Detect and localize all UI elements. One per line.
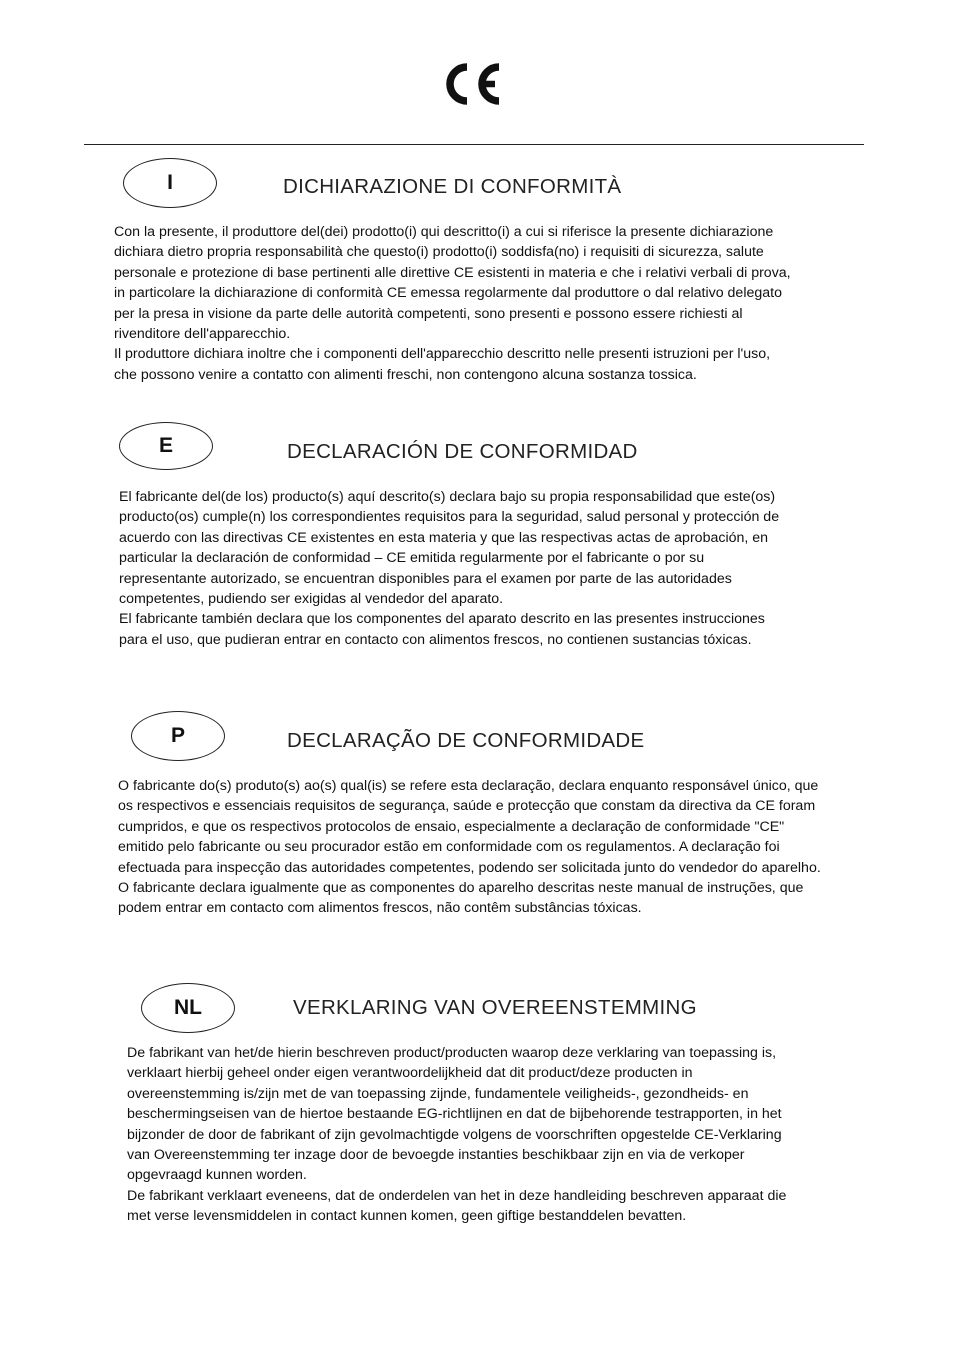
section-title-it: DICHIARAZIONE DI CONFORMITÀ xyxy=(283,175,622,198)
paragraph: De fabrikant van het/de hierin beschreven product/producten waarop deze verklaring van toepassing is, verklaart hierbij geheel onder eigen verantwoordelijkheid dat dit product/deze producten in overeenstemming is/zijn met de van toepassing zijnde, fundamentele veiligheids-, gezondheids- en beschermingseisen van de hiertoe bestaande EG-richtlijnen en dat de bijbehorende testrapporten, in het bijzonder de door de fabrikant of zijn gevolmachtigde volgens de voorschriften opgestelde CE-Verklaring van Overeenstemming ter inzage door de bevoegde instanties beschikbaar zijn en via de verkoper opgevraagd kunnen worden. xyxy=(127,1045,782,1184)
language-badge-nl: NL xyxy=(141,983,235,1033)
language-badge-es: E xyxy=(119,422,213,470)
paragraph: El fabricante también declara que los componentes del aparato descrito en las presentes instrucciones para el uso, que pudieran entrar en contacto con alimentos frescos, no contienen sustancias tóxicas. xyxy=(119,611,765,648)
header-divider xyxy=(84,144,864,145)
language-badge-it: I xyxy=(123,158,217,208)
paragraph: De fabrikant verklaart eveneens, dat de onderdelen van het in deze handleiding beschreven apparaat die met verse levensmiddelen in contact kunnen komen, geen giftige bestanddelen bevatten. xyxy=(127,1187,787,1225)
section-title-pt: DECLARAÇÃO DE CONFORMIDADE xyxy=(287,729,645,752)
section-body-pt xyxy=(118,776,823,919)
language-badge-pt: P xyxy=(131,711,225,761)
paragraph: Il produttore dichiara inoltre che i componenti dell'apparecchio descritto nelle presenti istruzioni per l'uso, che possono venire a contatto con alimenti freschi, non contengono alcuna sostanza tossica. xyxy=(114,346,771,383)
section-title-es: DECLARACIÓN DE CONFORMIDAD xyxy=(287,440,638,463)
paragraph: Con la presente, il produttore del(dei) prodotto(i) qui descritto(i) a cui si riferisce la presente dichiarazione dichiara dietro propria responsabilità che questo(i) prodotto(i) soddisfa(no) i requisiti di sicurezza, salute personale e protezione di base pertinenti alle direttive CE esistenti in materia e che i relativi verbali di prova, in particolare la dichiarazione di conformità CE emessa regolarmente dal produttore o dal relativo delegato per la presa in visione da parte delle autorità competenti, sono presenti e possono essere richiesti al rivenditore dell'apparecchio. xyxy=(114,224,791,343)
section-title-nl: VERKLARING VAN OVEREENSTEMMING xyxy=(293,996,697,1019)
paragraph: O fabricante declara igualmente que as componentes do aparelho descritas neste manual de instruções, que podem entrar em contacto com alimentos frescos, não contêm substâncias tóxicas. xyxy=(118,880,804,917)
paragraph: O fabricante do(s) produto(s) ao(s) qual(is) se refere esta declaração, declara enquanto responsável único, que os respectivos e essenciais requisitos de segurança, saúde e protecção que constam da directiva da CE foram cumpridos, e que os respectivos protocolos de ensaio, especialmente a declaração de conformidade "CE" emitido pelo fabricante ou seu procurador estão em conformidade com os regulamentos. A declaração foi efectuada para inspecção das autoridades competentes, podendo ser solicitada junto do vendedor do aparelho. xyxy=(118,778,821,876)
ce-mark-icon xyxy=(437,58,503,110)
section-body-it xyxy=(114,222,796,385)
paragraph: El fabricante del(de los) producto(s) aquí descrito(s) declara bajo su propia responsabilidad que este(os) producto(os) cumple(n) los correspondientes requisitos para la seguridad, salud personal y protección de acuerdo con las directivas CE existentes en esta materia y que las respectivas actas de aprobación, en particular la declaración de conformidad – CE emitida regularmente por el fabricante o por su representante autorizado, se encuentran disponibles para el examen por parte de las autoridades competentes, pudiendo ser exigidas al vendedor del aparato. xyxy=(119,489,780,608)
section-body-es xyxy=(119,487,791,650)
section-body-nl xyxy=(127,1043,792,1227)
